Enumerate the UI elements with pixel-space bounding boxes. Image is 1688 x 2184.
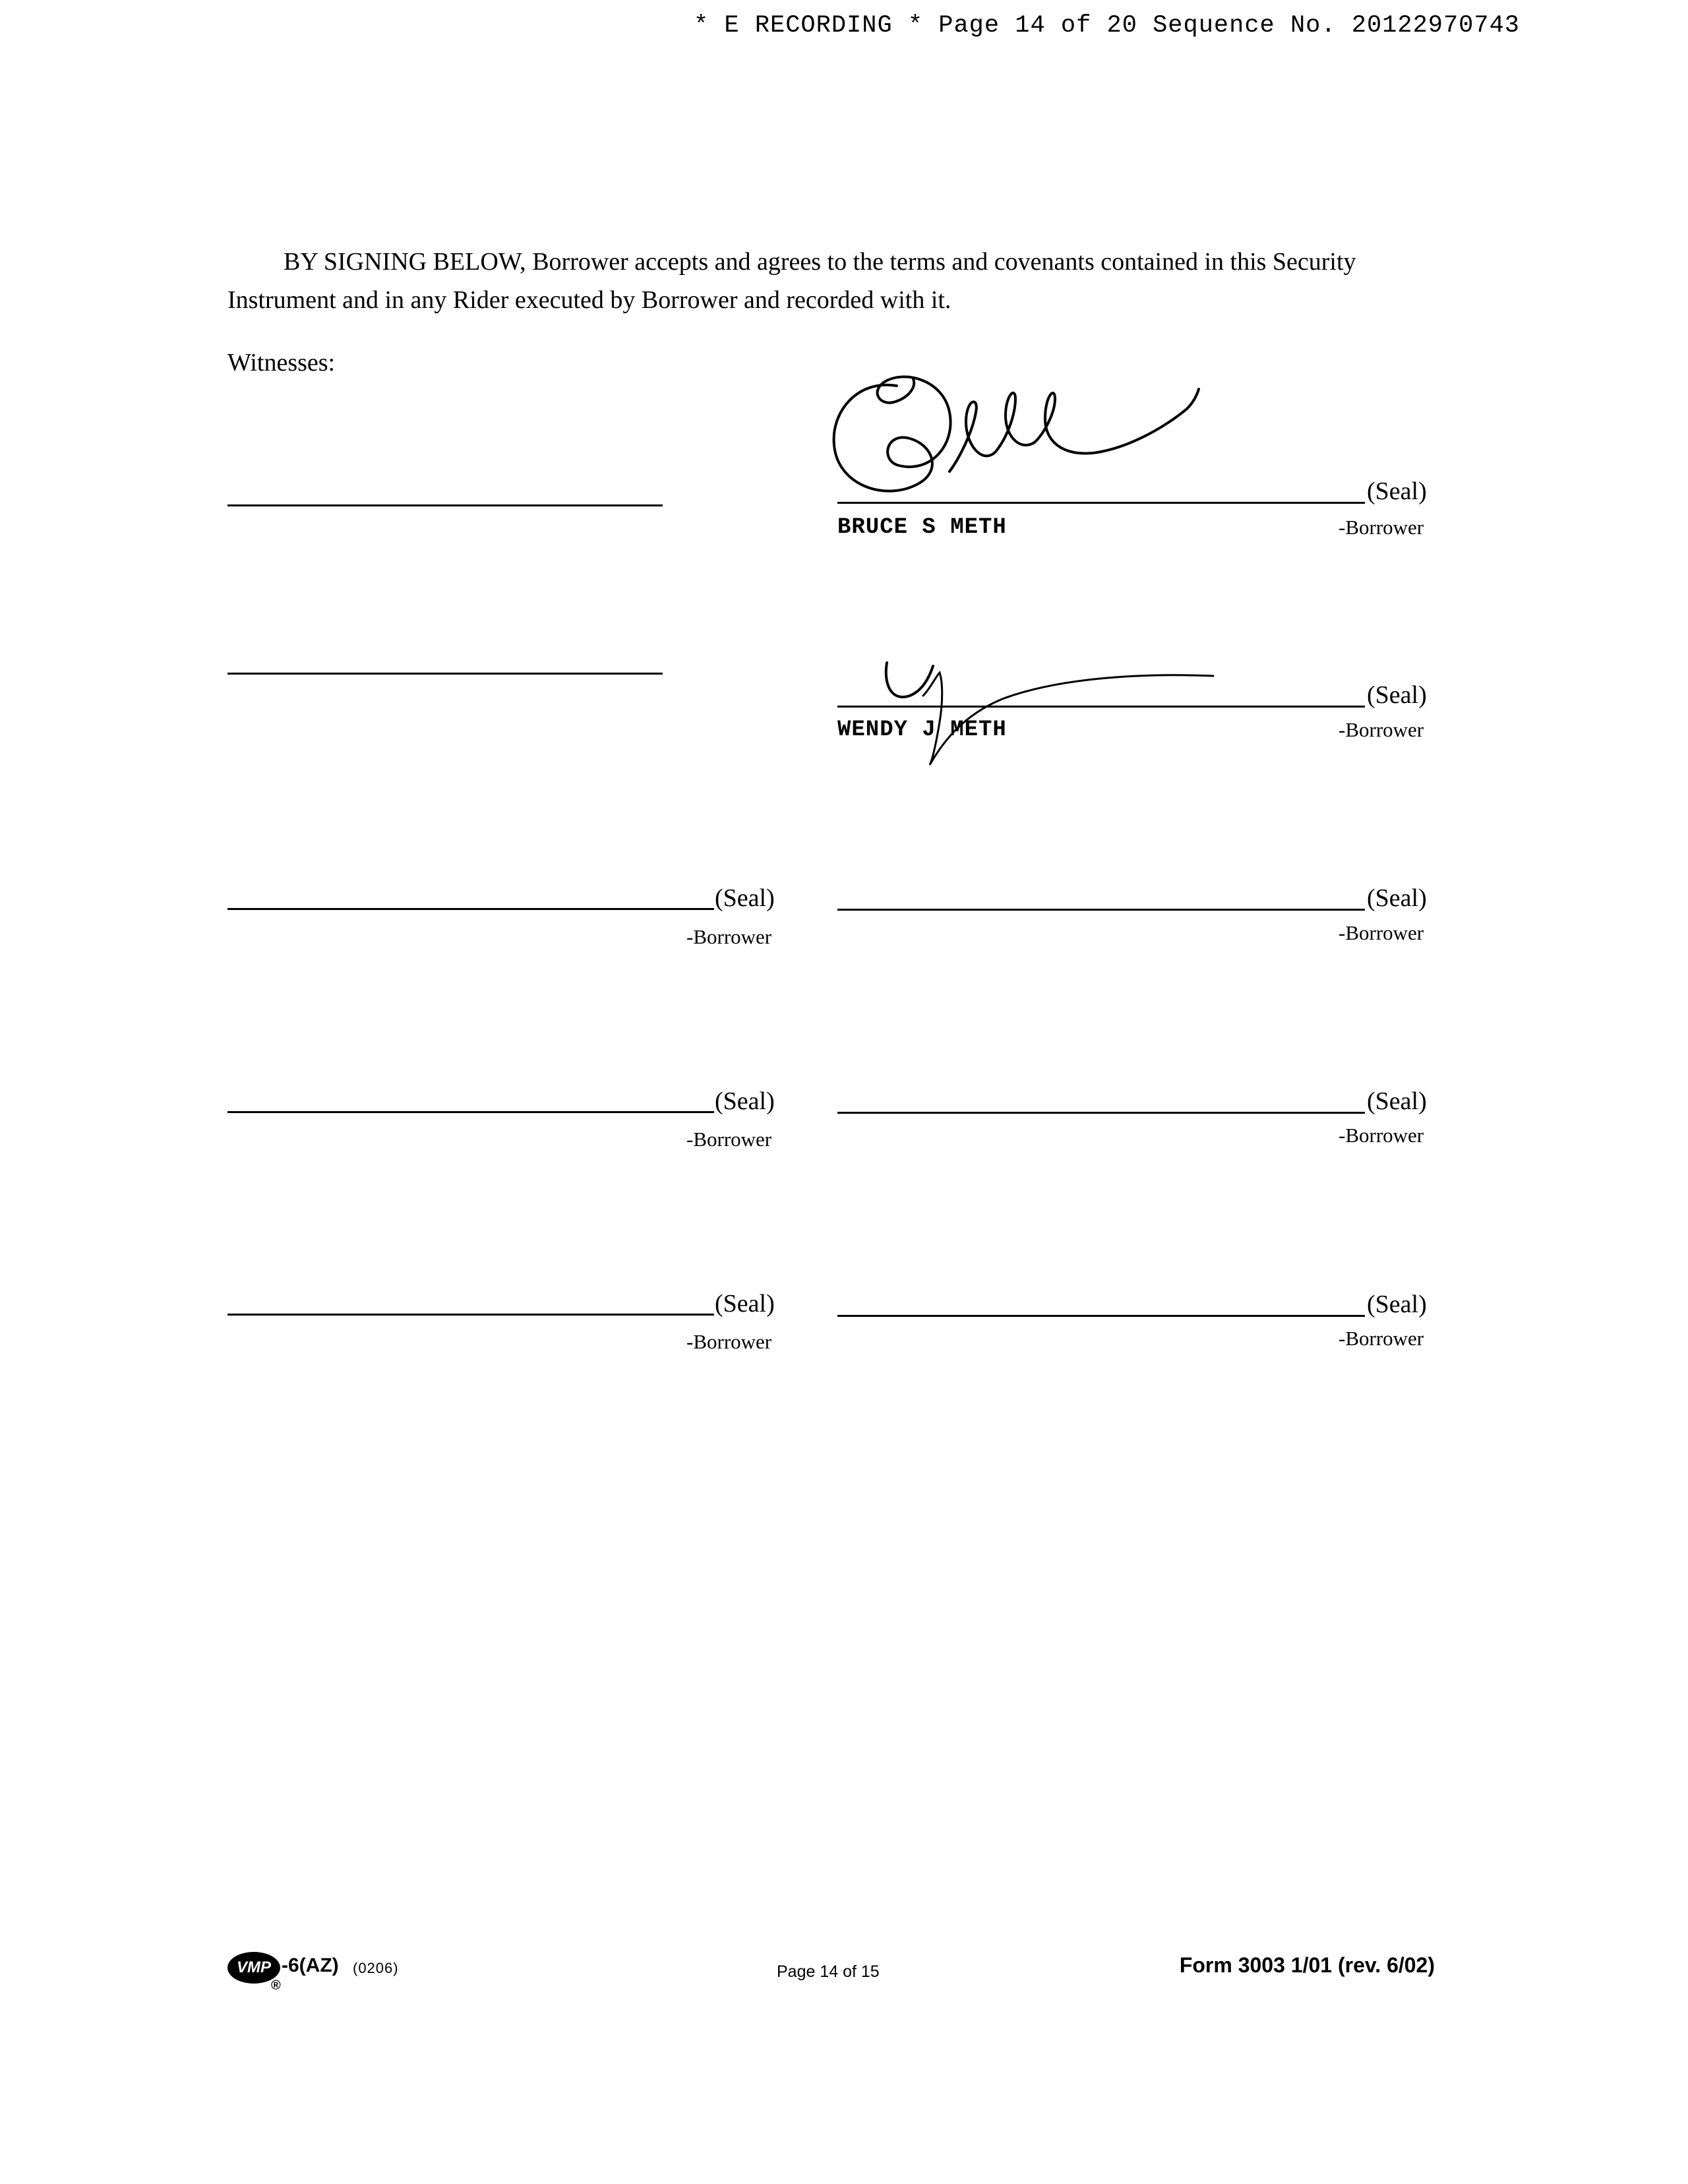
signer-name-bruce: BRUCE S METH [837, 515, 1007, 540]
page-number: Page 14 of 15 [777, 1962, 880, 1981]
recording-header: * E RECORDING * Page 14 of 20 Sequence No. 20122970743 [694, 12, 1520, 40]
form-number: Form 3003 1/01 (rev. 6/02) [1179, 1953, 1435, 1977]
borrower-role-label: -Borrower [1339, 1124, 1424, 1147]
borrower-signature-line[interactable] [227, 1314, 714, 1316]
seal-label: (Seal) [715, 884, 775, 912]
borrower-signature-line[interactable] [837, 1315, 1365, 1317]
signing-statement [227, 243, 1434, 319]
form-code: -6(AZ) [282, 1955, 339, 1976]
borrower-role-label: -Borrower [1339, 1327, 1424, 1350]
borrower-signature-line[interactable] [837, 706, 1365, 708]
borrower-role-label: -Borrower [1339, 516, 1424, 539]
borrower-signature-line[interactable] [227, 1111, 714, 1113]
seal-label: (Seal) [1367, 477, 1427, 505]
wendy-meth-signature [870, 650, 1226, 775]
borrower-signature-line[interactable] [837, 502, 1365, 504]
form-date: (0206) [353, 1960, 399, 1976]
borrower-role-label: -Borrower [686, 925, 772, 948]
seal-label: (Seal) [1367, 884, 1427, 912]
vmp-logo: VMP [227, 1952, 280, 1984]
statement-text: Borrower accepts and agrees to the terms and covenants contained in this Security Instrument and in any Rider executed by Borrower and recorded with it. [227, 248, 1356, 314]
seal-label: (Seal) [1367, 1290, 1427, 1318]
seal-label: (Seal) [1367, 681, 1427, 709]
seal-label: (Seal) [715, 1290, 775, 1318]
seal-label: (Seal) [1367, 1087, 1427, 1115]
borrower-role-label: -Borrower [1339, 921, 1424, 944]
signer-name-wendy: WENDY J METH [837, 717, 1007, 743]
registered-mark: ® [271, 1978, 281, 1993]
borrower-signature-line[interactable] [837, 909, 1365, 911]
borrower-signature-line[interactable] [837, 1112, 1365, 1114]
witness-signature-line[interactable] [227, 673, 663, 675]
statement-lead: BY SIGNING BELOW, [284, 248, 526, 276]
bruce-meth-signature [818, 359, 1213, 511]
seal-label: (Seal) [715, 1087, 775, 1115]
witnesses-label: Witnesses: [227, 349, 336, 377]
borrower-signature-line[interactable] [227, 908, 714, 910]
witness-signature-line[interactable] [227, 504, 663, 506]
borrower-role-label: -Borrower [686, 1330, 772, 1353]
borrower-role-label: -Borrower [686, 1128, 772, 1151]
borrower-role-label: -Borrower [1339, 718, 1424, 741]
